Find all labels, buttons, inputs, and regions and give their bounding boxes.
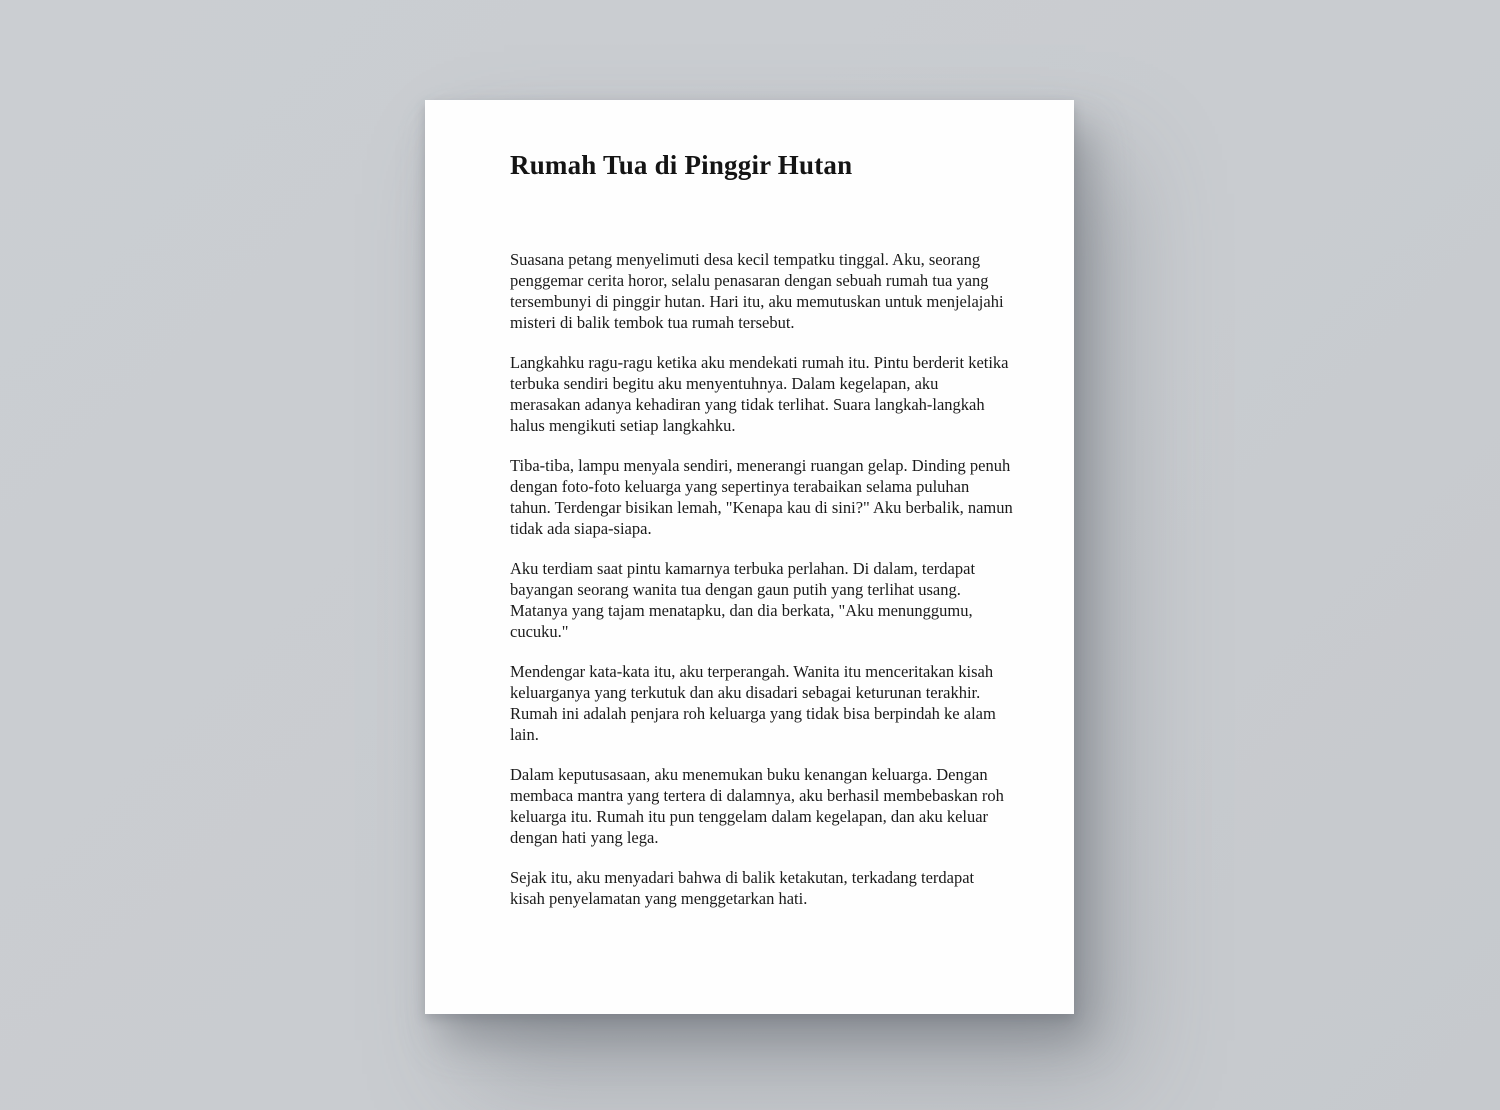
document-page: [425, 100, 1074, 1014]
paragraph: Suasana petang menyelimuti desa kecil tempatku tinggal. Aku, seorang penggemar cerita horor, selalu penasaran dengan sebuah rumah tua yang tersembunyi di pinggir hutan. Hari itu, aku memutuskan untuk menjelajahi misteri di balik tembok tua rumah tersebut.: [510, 250, 1004, 333]
document-title: Rumah Tua di Pinggir Hutan: [510, 150, 853, 180]
paragraph: Langkahku ragu-ragu ketika aku mendekati rumah itu. Pintu berderit ketika terbuka sendiri begitu aku menyentuhnya. Dalam kegelapan, aku merasakan adanya kehadiran yang tidak terlihat. Suara langkah-langkah halus mengikuti setiap langkahku.: [510, 353, 1009, 436]
paragraph: Mendengar kata-kata itu, aku terperangah. Wanita itu menceritakan kisah keluarganya yang terkutuk dan aku disadari sebagai keturunan terakhir. Rumah ini adalah penjara roh keluarga yang tidak bisa berpindah ke alam lain.: [510, 662, 996, 745]
paragraph: Aku terdiam saat pintu kamarnya terbuka perlahan. Di dalam, terdapat bayangan seorang wanita tua dengan gaun putih yang terlihat usang. Matanya yang tajam menatapku, dan dia berkata, "Aku menunggumu, cucuku.": [510, 559, 976, 642]
paragraph: Dalam keputusasaan, aku menemukan buku kenangan keluarga. Dengan membaca mantra yang tertera di dalamnya, aku berhasil membebaskan roh keluarga itu. Rumah itu pun tenggelam dalam kegelapan, dan aku keluar dengan hati yang lega.: [510, 765, 1004, 848]
paragraph: Sejak itu, aku menyadari bahwa di balik ketakutan, terkadang terdapat kisah penyelamatan yang menggetarkan hati.: [510, 868, 975, 909]
paragraph: Tiba-tiba, lampu menyala sendiri, menerangi ruangan gelap. Dinding penuh dengan foto-foto keluarga yang sepertinya terabaikan selama puluhan tahun. Terdengar bisikan lemah, "Kenapa kau di sini?" Aku berbalik, namun tidak ada siapa-siapa.: [510, 456, 1013, 539]
document-body: [510, 249, 1013, 909]
